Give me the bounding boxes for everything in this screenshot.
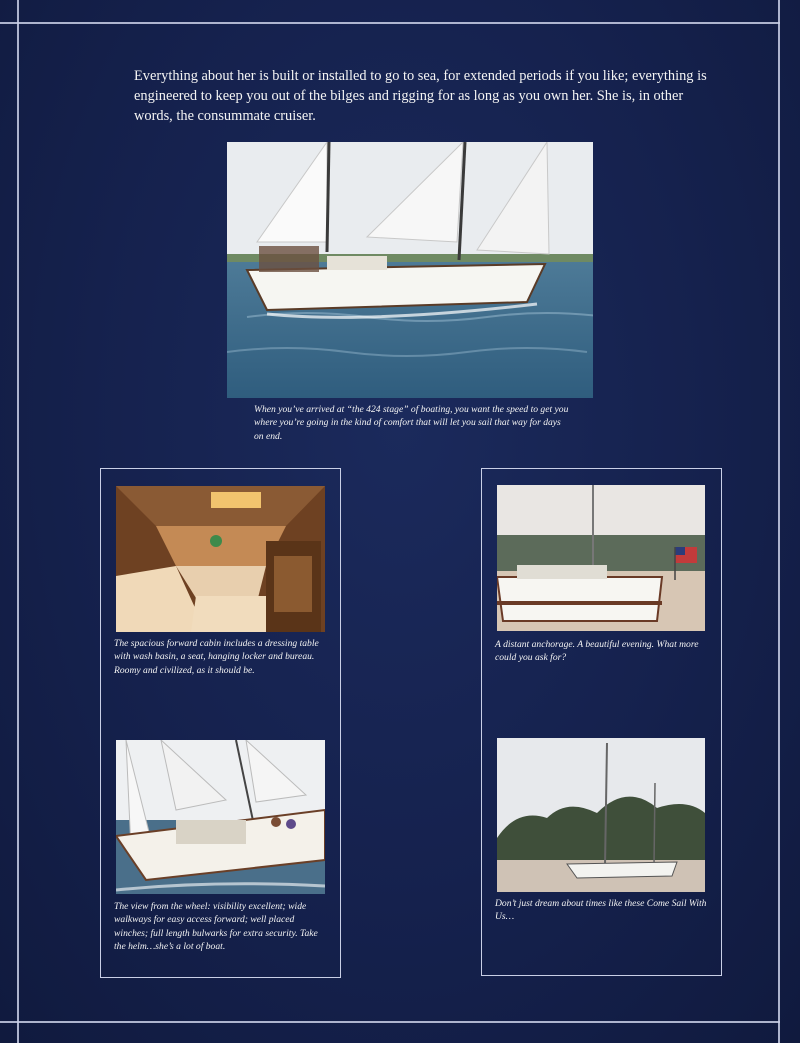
border-rule-right [778,0,780,1043]
cabin-caption: The spacious forward cabin includes a dressing table with wash basin, a seat, hanging locker and bureau. Roomy and civilized, as it should be. [114,638,319,676]
moored-caption: Don’t just dream about times like these Come Sail With Us… [495,898,707,923]
wheel-caption: The view from the wheel: visibility excellent; wide walkways for easy access forward; well placed winches; full length bulwarks for extra security. Take the helm…she’s a lot of boat. [114,901,318,953]
cabin-photo [116,486,325,632]
intro-paragraph: Everything about her is built or installed to go to sea, for extended periods if you like; everything is engineered to keep you out of the bilges and rigging for as long as you own her. She is, in other words, the consummate cruiser. [134,68,707,124]
anchorage-photo [497,485,705,631]
hero-photo [227,142,593,398]
anchorage-caption: A distant anchorage. A beautiful evening. What more could you ask for? [495,639,699,664]
hero-caption: When you’ve arrived at “the 424 stage” of boating, you want the speed to get you where you’re going in the kind of comfort that will let you sail that way for days on end. [254,404,569,442]
moored-photo [497,738,705,892]
border-rule-left [17,0,19,1043]
border-rule-bottom [0,1021,780,1023]
wheel-photo [116,740,325,894]
border-rule-top [0,22,780,24]
